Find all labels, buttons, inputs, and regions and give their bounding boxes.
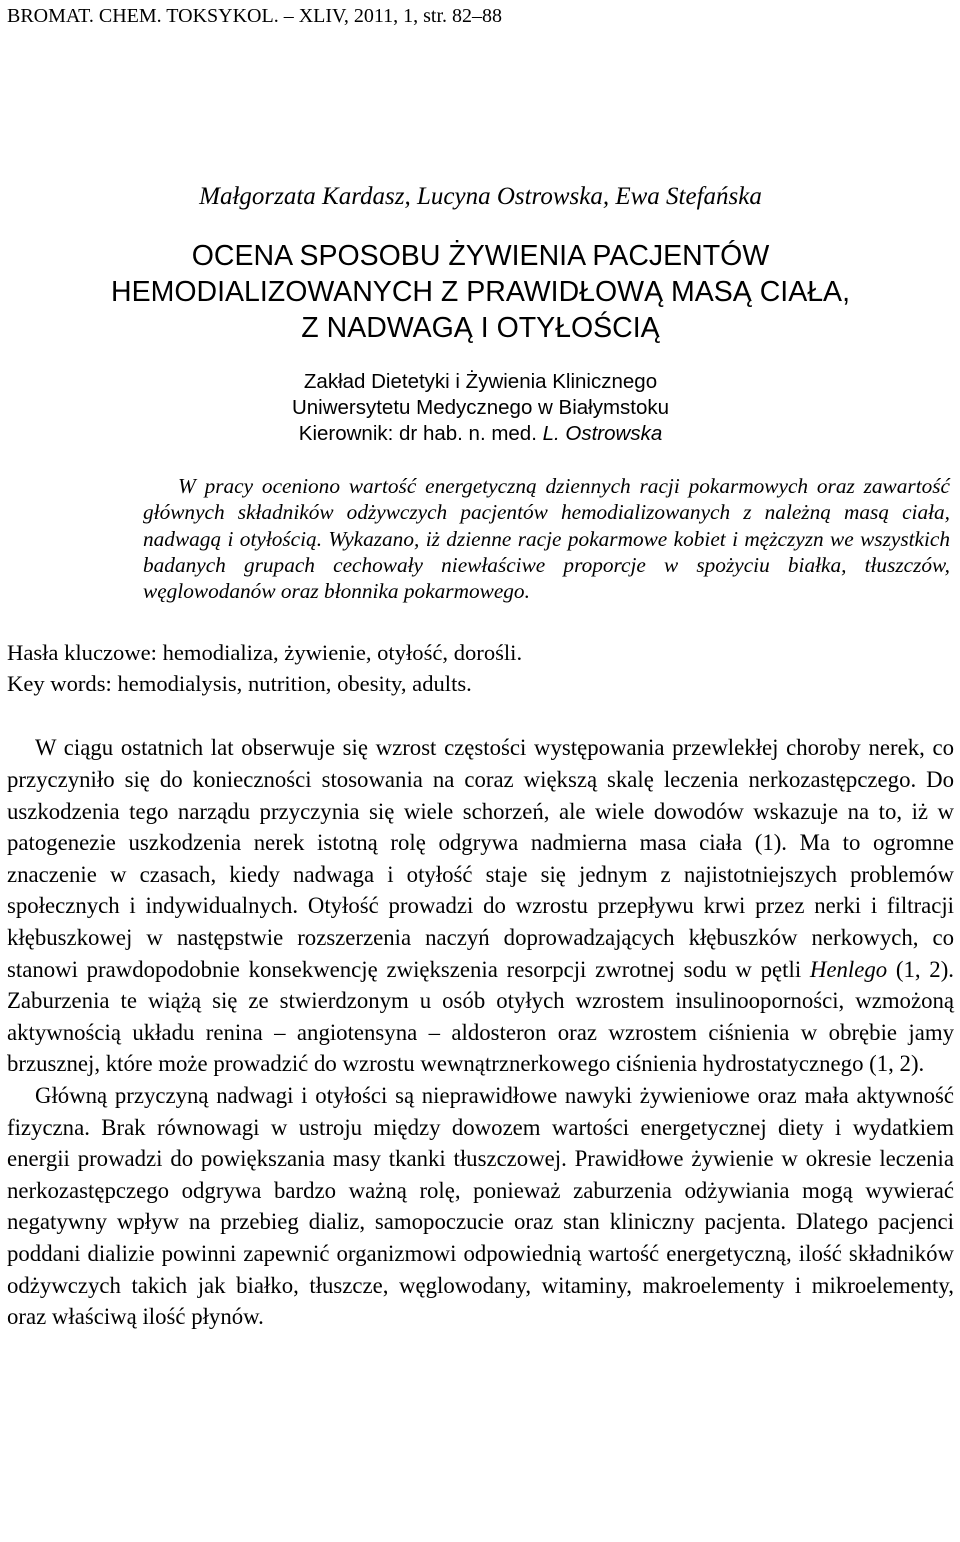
paragraph-1-part-2: (1, 2). Zaburzenia te wiążą się ze stwierdzonym u osób otyłych wzrostem insulinooporności, wzmożoną aktywnością układu renina – angiotensyna – aldosteron oraz wzrostem ciśnienia w obrębie jamy brzusznej, które może prowadzić do wzrostu wewnątrznerkowego ciśnienia hydrostatycznego (1, 2).	[7, 956, 954, 1077]
paragraph-1	[7, 732, 954, 1080]
abstract: W pracy oceniono wartość energetyczną dziennych racji pokarmowych oraz zawartość głównych składników odżywczych pacjentów hemodializowanych z należną masą ciała, nadwagą i otyłością. Wykazano, iż dzienne racje pokarmowe kobiet i mężczyzn we wszystkich badanych grupach cechowały niewłaściwe proporcje w spożyciu białka, tłuszczów, węglowodanów oraz błonnika pokarmowego.	[143, 474, 950, 604]
paragraph-1-part-1: W ciągu ostatnich lat obserwuje się wzrost częstości występowania przewlekłej choroby nerek, co przyczyniło się do konieczności stosowania na coraz większą skalę leczenia nerkozastępczego. Do uszkodzenia tego narządu przyczynia się wiele schorzeń, ale wiele dowodów wskazuje na to, iż w patogenezie uszkodzenia nerek istotną rolę odgrywa nadmierna masa ciała (1). Ma to ogromne znaczenie w czasach, kiedy nadwaga i otyłość staje się jednym z najistotniejszych problemów społecznych i indywidualnych. Otyłość prowadzi do wzrostu przepływu krwi przez nerki i filtracji kłębuszkowej w następstwie rozszerzenia naczyń doprowadzających kłębuszków nerkowych, co stanowi prawdopodobnie konsekwencję zwiększenia resorpcji zwrotnej sodu w pętli	[7, 735, 954, 982]
keywords-pl: Hasła kluczowe: hemodializa, żywienie, otyłość, dorośli.	[7, 640, 523, 666]
keywords-en: Key words: hemodialysis, nutrition, obesity, adults.	[7, 671, 472, 697]
affiliation-university: Uniwersytetu Medycznego w Białymstoku	[291, 396, 670, 419]
affiliation-department: Zakład Dietetyki i Żywienia Klinicznego	[303, 370, 658, 393]
head-prefix: Kierownik: dr hab. n. med.	[298, 422, 543, 445]
title-line-2: HEMODIALIZOWANYCH Z PRAWIDŁOWĄ MASĄ CIAŁA,	[111, 276, 850, 308]
title-line-3: Z NADWAGĄ I OTYŁOŚCIĄ	[301, 312, 660, 344]
keywords	[7, 637, 954, 699]
paragraph-1-italic: Henlego	[809, 956, 888, 982]
head-name: L. Ostrowska	[542, 422, 663, 445]
paragraph-2: Główną przyczyną nadwagi i otyłości są nieprawidłowe nawyki żywieniowe oraz mała aktywność fizyczna. Brak równowagi w ustroju między dowozem wartości energetycznej diety i wydatkiem energii prowadzi do powiększania masy tkanki tłuszczowej. Prawidłowe żywienie w okresie leczenia nerkozastępczego odgrywa bardzo ważną rolę, ponieważ zaburzenia odżywiania mogą wywierać negatywny wpływ na przebieg dializ, samopoczucie oraz stan kliniczny pacjenta. Dlatego pacjenci poddani dializie powinni zapewnić organizmowi odpowiednią wartość energetyczną, ilość składników odżywczych takich jak białko, tłuszcze, węglowodany, witaminy, makroelementy i mikroelementy, oraz właściwą ilość płynów.	[7, 1083, 954, 1330]
article-title	[7, 238, 954, 346]
body-text	[7, 732, 954, 1332]
journal-header: BROMAT. CHEM. TOKSYKOL. – XLIV, 2011, 1, str. 82–88	[7, 5, 503, 27]
affiliation	[7, 369, 954, 447]
title-line-1: OCENA SPOSOBU ŻYWIENIA PACJENTÓW	[191, 240, 770, 272]
affiliation-head	[7, 421, 954, 447]
authors: Małgorzata Kardasz, Lucyna Ostrowska, Ewa Stefańska	[199, 183, 762, 210]
